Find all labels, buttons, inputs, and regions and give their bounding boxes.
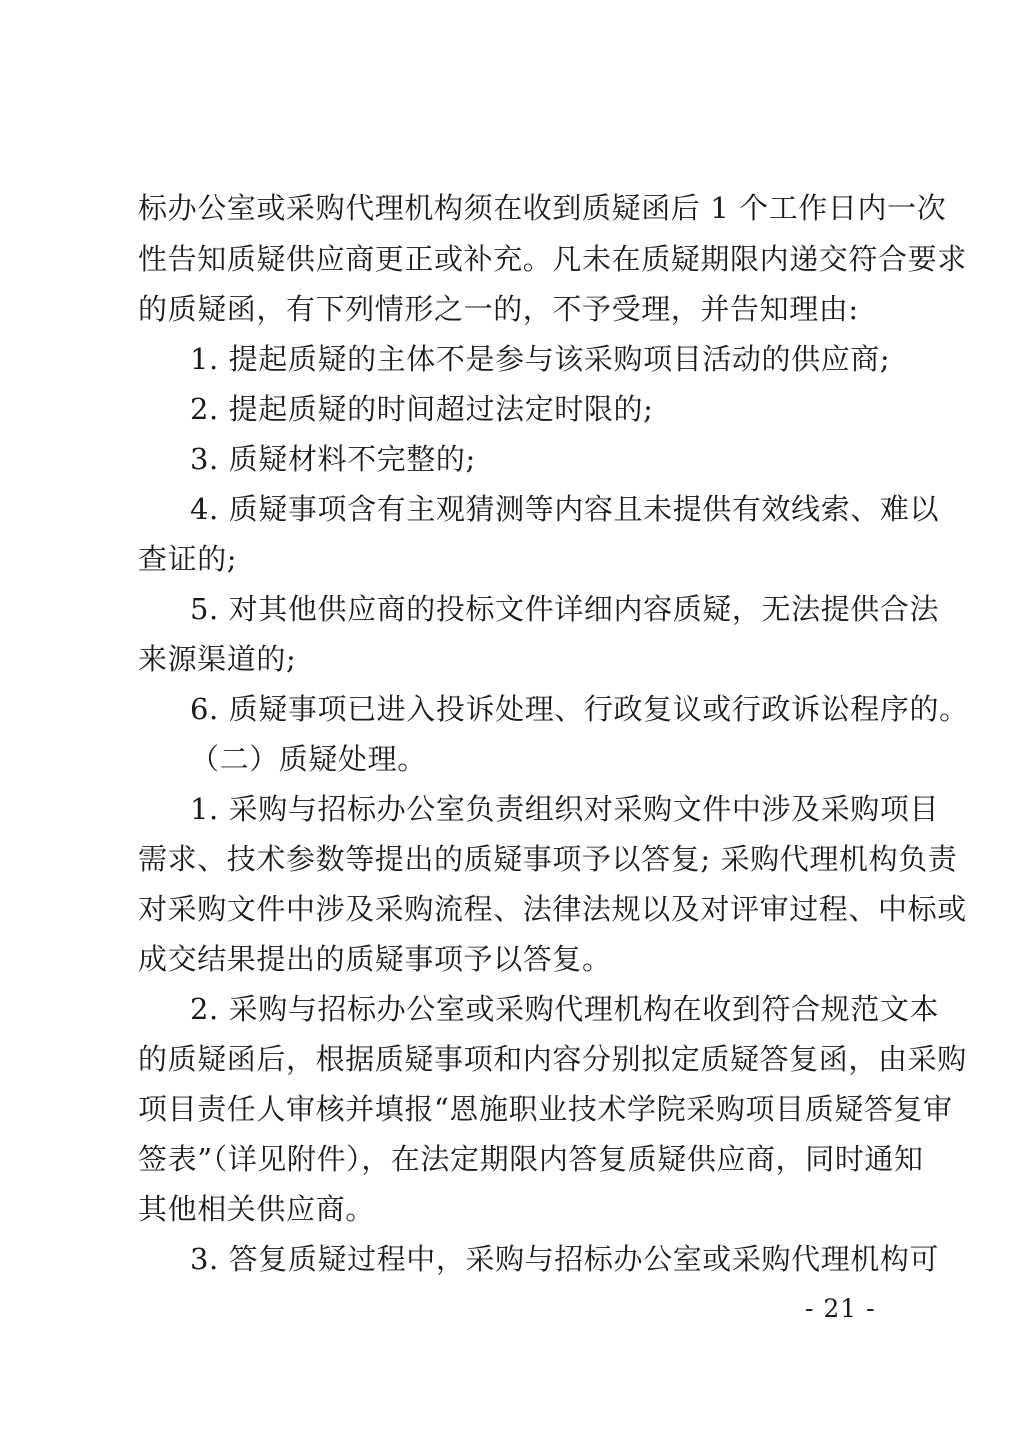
list-item-continuation: 项目责任人审核并填报“恩施职业技术学院采购项目质疑答复审 xyxy=(138,1092,953,1126)
list-item-continuation: 其他相关供应商。 xyxy=(138,1192,375,1226)
section-heading: （二）质疑处理。 xyxy=(190,742,427,776)
list-item-continuation: 签表”（详见附件），在法定期限内答复质疑供应商，同时通知 xyxy=(138,1142,924,1176)
list-item: 1. 提起质疑的主体不是参与该采购项目活动的供应商; xyxy=(190,342,891,376)
list-item-continuation: 的质疑函后，根据质疑事项和内容分别拟定质疑答复函，由采购 xyxy=(138,1042,967,1076)
list-item-continuation: 来源渠道的; xyxy=(138,642,297,676)
list-item-continuation: 对采购文件中涉及采购流程、法律法规以及对评审过程、中标或 xyxy=(138,892,967,926)
list-item: 2. 采购与招标办公室或采购代理机构在收到符合规范文本 xyxy=(190,992,940,1026)
paragraph-line: 性告知质疑供应商更正或补充。凡未在质疑期限内递交符合要求 xyxy=(138,242,967,276)
list-item-continuation: 查证的; xyxy=(138,542,238,576)
list-item: 5. 对其他供应商的投标文件详细内容质疑，无法提供合法 xyxy=(190,592,940,626)
page-number: - 21 - xyxy=(805,1294,876,1323)
list-item-continuation: 需求、技术参数等提出的质疑事项予以答复; 采购代理机构负责 xyxy=(138,842,958,876)
list-item: 2. 提起质疑的时间超过法定时限的; xyxy=(190,392,654,426)
paragraph-line: 的质疑函，有下列情形之一的，不予受理，并告知理由: xyxy=(138,292,859,326)
list-item: 3. 答复质疑过程中，采购与招标办公室或采购代理机构可 xyxy=(190,1242,940,1276)
list-item: 4. 质疑事项含有主观猜测等内容且未提供有效线索、难以 xyxy=(190,492,940,526)
paragraph-line: 标办公室或采购代理机构须在收到质疑函后 1 个工作日内一次 xyxy=(138,191,947,225)
list-item: 6. 质疑事项已进入投诉处理、行政复议或行政诉讼程序的。 xyxy=(190,692,969,726)
list-item: 1. 采购与招标办公室负责组织对采购文件中涉及采购项目 xyxy=(190,792,940,826)
list-item-continuation: 成交结果提出的质疑事项予以答复。 xyxy=(138,942,612,976)
list-item: 3. 质疑材料不完整的; xyxy=(190,442,476,476)
